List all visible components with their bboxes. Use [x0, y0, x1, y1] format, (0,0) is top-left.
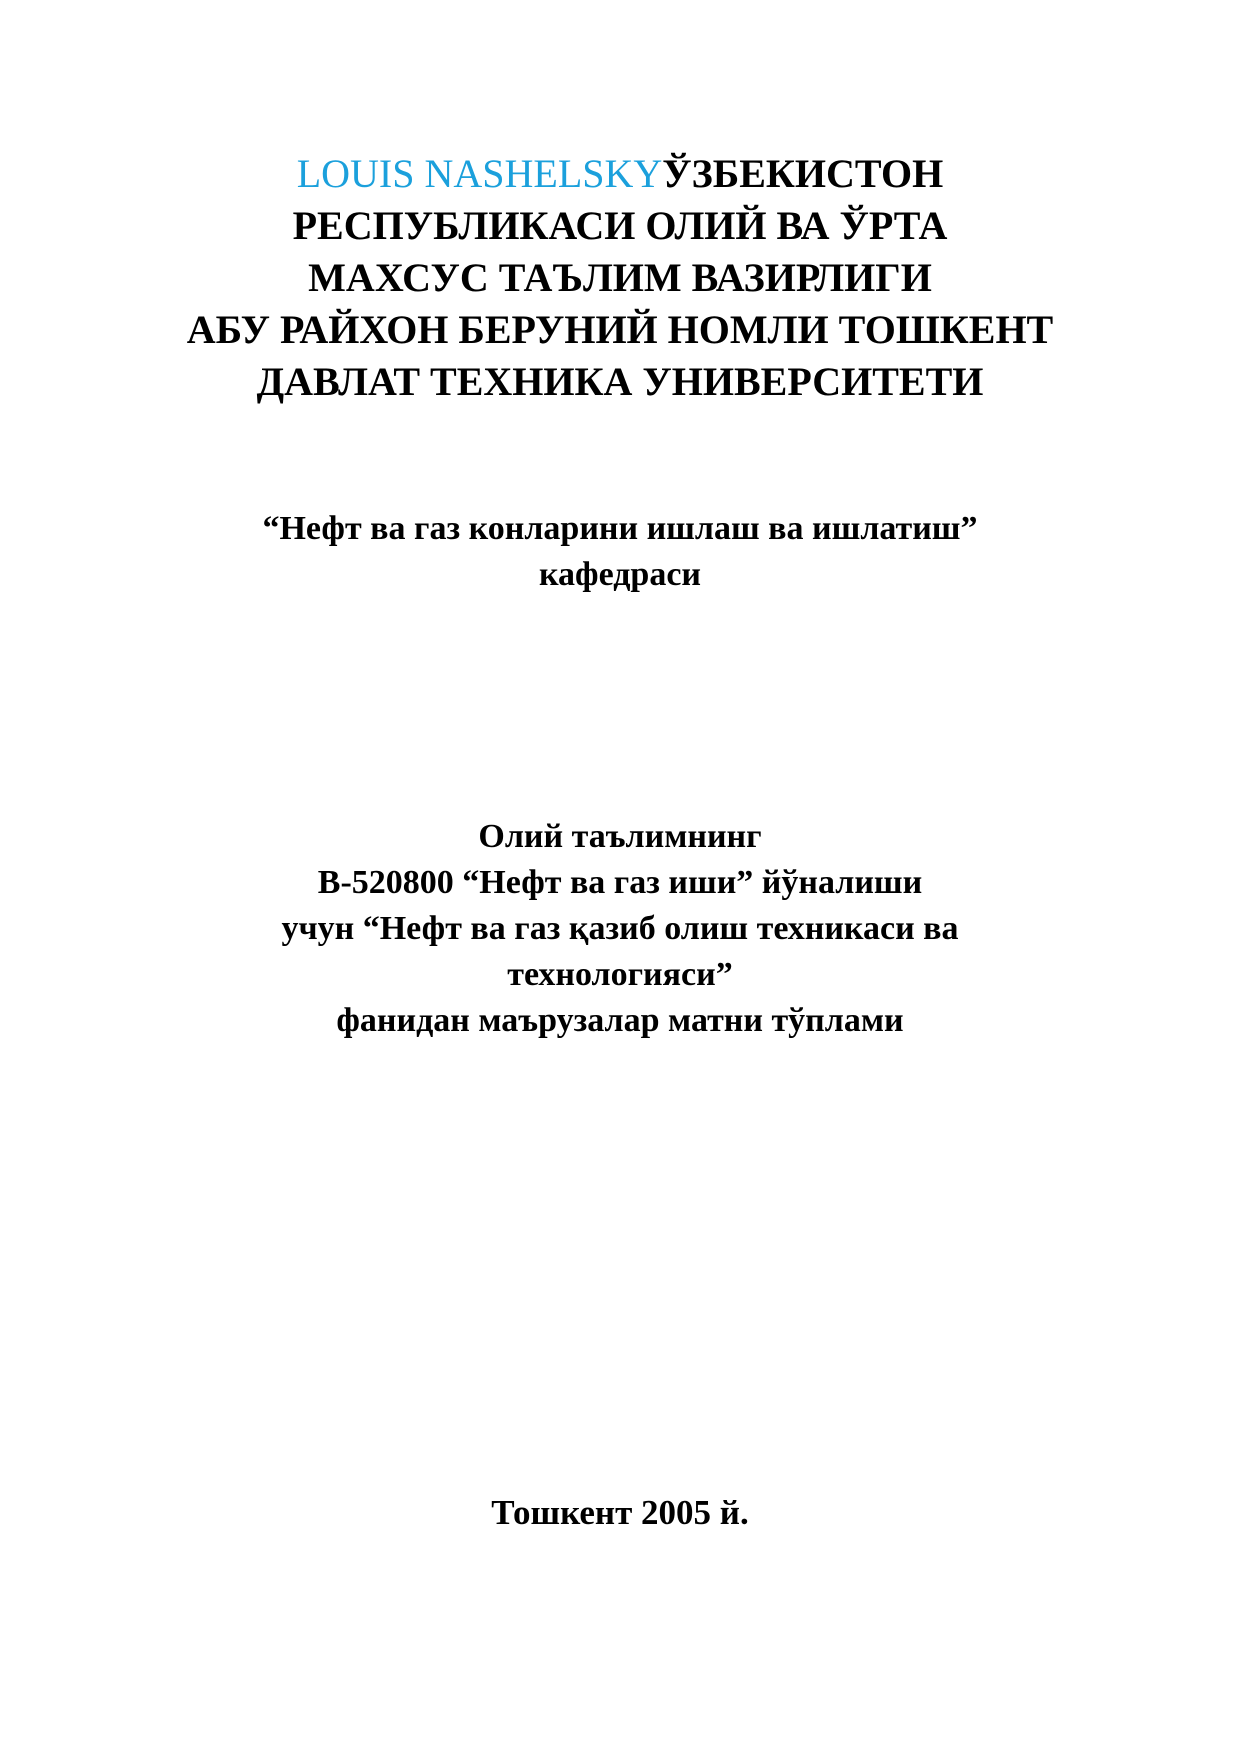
course-line-3: учун “Нефт ва газ қазиб олиш техникаси ва [281, 910, 959, 947]
course-title [0, 814, 1240, 1044]
header-line-2: РЕСПУБЛИКАСИ ОЛИЙ ВА ЎРТА [292, 203, 948, 248]
header-line-3: МАХСУС ТАЪЛИМ ВАЗИРЛИГИ [308, 255, 932, 300]
header-line-5: ДАВЛАТ ТЕХНИКА УНИВЕРСИТЕТИ [256, 359, 984, 404]
header-line-1 [0, 148, 1240, 200]
course-line-5: фанидан маърузалар матни тўплами [336, 1002, 904, 1039]
department-line-1: “Нефт ва газ конларини ишлаш ва ишлатиш” [262, 510, 978, 547]
department-title [0, 506, 1240, 598]
header-line-4: АБУ РАЙХОН БЕРУНИЙ НОМЛИ ТОШКЕНТ [186, 307, 1054, 352]
course-line-2: B-520800 “Нефт ва газ иши” йўналиши [317, 864, 923, 901]
department-line-2: кафедраси [538, 556, 702, 593]
title-header [0, 148, 1240, 408]
course-line-1: Олий таълимнинг [478, 818, 762, 855]
header-line-1-text: ЎЗБЕКИСТОН [662, 151, 944, 196]
brand-name: LOUIS NASHELSKY [296, 151, 663, 196]
place-and-year [0, 1490, 1240, 1536]
course-line-4: технологияси” [507, 956, 733, 993]
footer-line: Тошкент 2005 й. [491, 1493, 749, 1532]
